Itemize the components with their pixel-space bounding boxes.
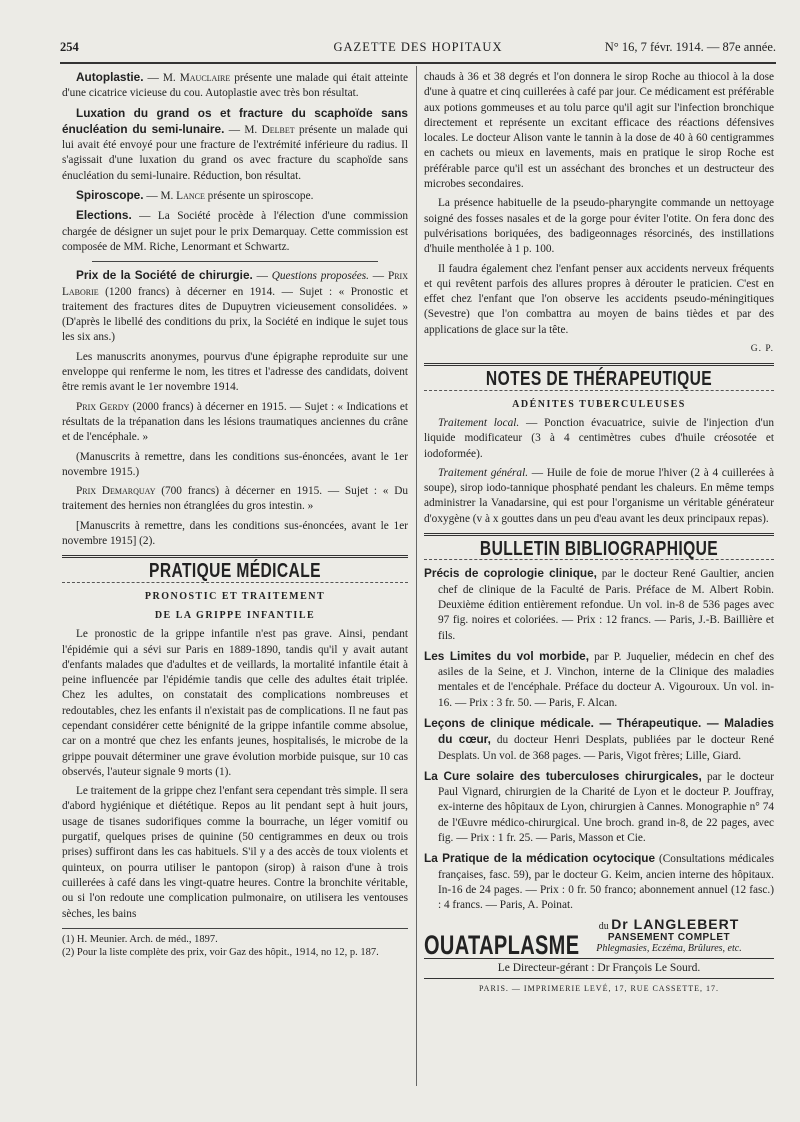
ad-line1: PANSEMENT COMPLET <box>607 931 731 943</box>
footnote: (2) Pour la liste complète des prix, voir Gaz des hôpit., 1914, no 12, p. 187. <box>62 946 379 958</box>
paragraph-text: présente un spiroscope. <box>204 190 314 203</box>
double-rule <box>424 533 774 536</box>
right-column <box>424 70 774 996</box>
prix-heading: Prix de la Société de chirurgie. — Questions proposées. — Prix Laborie (1200 francs) à décerner en 1914. — Sujet : « Pronostic et traitement des fractures dites de Dupuytren vicieusement consolidées. » (D'après le libellé des conditions du prix, la Société en indique le sujet tous les six ans.) <box>62 268 408 344</box>
paragraph-text: — Ponction évacuatrice, suivie de l'injection d'un liquide modificateur (3 à 4 centimètres cubes d'huile créosotée et iodoformée). <box>424 416 774 460</box>
section-subtitle: Questions proposées. <box>271 270 369 283</box>
ad-maker: Dr LANGLEBERT <box>611 915 740 932</box>
ad-brand: OUATAPLASME <box>424 930 580 961</box>
bib-entry <box>424 769 774 846</box>
bib-entry <box>424 649 774 711</box>
paragraph-text: (2000 francs) à décerner en 1915. — Sujet : « Indications et résultats de la trépanation dans les lésions traumatiques anciennes du crâne et de l'encéphale. » <box>62 400 408 444</box>
double-rule <box>424 363 774 366</box>
nerveux-paragraph: Il faudra également chez l'enfant penser aux accidents nerveux fréquents et qui revêtent parfois des allures propres à dérouter le praticien. C'est en effet chez l'enfant que l'on observe les accidents pseudo-méningitiques (Sevestre) que l'on combattra au moyen de bains tièdes et par des applications de glace sur la tête. <box>424 262 774 336</box>
paragraph-text: présente un malade qui lui avait été envoyé pour une fracture de l'extrémité inférieure du radius. Il s'agissait d'une luxation du grand os avec fracture du scaphoïde sans énucléation du semi-lunaire. Réduction, bon résultat. <box>62 123 408 182</box>
author-name: Delbet <box>261 123 295 136</box>
prize-name: Prix Gerdy <box>76 400 130 413</box>
footnote-rule <box>62 928 408 929</box>
page-number: 254 <box>60 40 79 54</box>
elections-paragraph <box>62 208 408 255</box>
treatment-label: Traitement général. <box>438 466 529 479</box>
journal-title: GAZETTE DES HOPITAUX <box>333 40 503 54</box>
prize-name: Prix Laborie <box>62 270 408 298</box>
local-treatment <box>424 416 774 462</box>
bib-text: du docteur Henri Desplats, publiées par le docteur René Desplats. Un vol. de 368 pages. — Paris, Vigot frères; Lille, Giard. <box>438 734 775 762</box>
grippe-paragraph: Le traitement de la grippe chez l'enfant sera cependant très simple. Il sera d'abord hygiénique et diététique. Repos au lit pendant sept à huit jours, usage de tisanes sudorifiques comme la bourrache, un léger vomitif ou purgatif, quelques prises de quinine (50 centigrammes en deux ou trois prises) suffiront dans les cas habituels. S'il y a des accès de toux violents et quinteux, on pourra utiliser le pantopon (sirop) à raison d'une à trois cuillerées à café dans les vingt-quatre heures. Contre la bronchite véritable, ou si l'on redoute une complication pulmonaire, on utilisera les ventouses sèches, les bains <box>62 785 408 920</box>
bib-text: par le docteur Paul Vignard, chirurgien de la Charité de Lyon et le docteur P. Jouffray, ex-interne des hôpitaux de Lyon, chirurgien à Cannes. Monographie n° 74 de l'Œuvre médico-chirurgical. Une broch. grand in-8, de 22 pages, avec fig. — Prix : 1 fr. 25. — Paris, Masson et Cie. <box>438 770 774 845</box>
section-heading: Autoplastie. <box>76 70 144 84</box>
adenites-title: ADÉNITES TUBERCULEUSES <box>512 398 686 410</box>
pratique-title: PRATIQUE MÉDICALE <box>149 560 321 583</box>
author-name: Mauclaire <box>179 72 231 84</box>
manuscrits-paragraph: Les manuscrits anonymes, pourvus d'une épigraphe reproduite sur une enveloppe qui renferme le nom, les titres et l'adresse des candidats, doivent être remis avant le 1er novembre 1914. <box>62 350 408 394</box>
section-rule <box>92 261 378 262</box>
bib-text: par le docteur René Gaultier, ancien chef de clinique de la Faculté de Paris. Préface de M. Albert Robin. Deuxième édition entièrement refondue. Un vol. in-8 de 536 pages avec 97 fig. noires et coloriées. — Prix : 12 francs. — Paris, J.-B. Baillière et fils. <box>438 568 774 642</box>
signature: G. P. <box>750 344 774 355</box>
manuscrits-paragraph: [Manuscrits à remettre, dans les conditions sus-énoncées, avant le 1er novembre 1915] (2). <box>62 519 408 548</box>
ad-du: du <box>598 920 609 932</box>
footnote: (1) H. Meunier. Arch. de méd., 1897. <box>62 933 218 945</box>
bib-title: Leçons de clinique médicale. — Thérapeutique. — Maladies du cœur, <box>424 715 774 747</box>
bib-text: par P. Juquelier, médecin en chef des asiles de la Seine, et J. Vinchon, interne de la Clinique des maladies mentales et de l'encéphale. Préface du docteur A. Vigouroux. Un vol. in-16. — Prix : 3 fr. 50. — Paris, F. Alcan. <box>438 650 774 709</box>
paragraph-text: (1200 francs) à décerner en 1914. — Sujet : « Pronostic et traitement des fractures dites de Dupuytren vicieusement consolidées. » (D'après le libellé des conditions du prix, la Société en indique le sujet tous les six ans.) <box>62 285 408 344</box>
issue-date: N° 16, 7 févr. 1914. — 87e année. <box>604 40 776 54</box>
general-treatment <box>424 466 774 527</box>
prize-name: Prix Demarquay <box>76 485 156 498</box>
bib-title: La Cure solaire des tuberculoses chirurgicales, <box>424 768 702 783</box>
paragraph-text: présente une malade qui était atteinte d'une cicatrice vicieuse du cou. Autoplastie avec très bon résultat. <box>62 72 409 100</box>
bib-entry <box>424 566 774 643</box>
imprimerie: PARIS. — IMPRIMERIE LEVÉ, 17, RUE CASSETTE, 17. <box>478 983 720 993</box>
paragraph-text: — La Société procède à l'élection d'une commission chargée de désigner un sujet pour le prix Demarquay. Cette commission est composée de MM. Riche, Lenormant et Schwartz. <box>62 210 408 253</box>
bib-entry <box>424 716 774 764</box>
bib-text: (Consultations médicales françaises, fasc. 59), par le docteur G. Keim, ancien interne des hôpitaux. In-16 de 24 pages. — Prix : 0 fr. 50 franco; abonnement annuel (12 fasc.) : 4 francs. — Paris, A. Poinat. <box>438 853 774 912</box>
section-heading: Prix de la Société de chirurgie. <box>76 268 253 283</box>
paragraph-text: (700 francs) à décerner en 1915. — Sujet : « Du traitement des hernies non étranglées du gros intestin. » <box>62 485 408 513</box>
article-title-line-2: DE LA GRIPPE INFANTILE <box>154 609 316 621</box>
ad-details <box>564 915 774 954</box>
continued-paragraph: chauds à 36 et 38 degrés et l'on donnera le sirop Roche au thiocol à la dose d'une à quatre et cinq cuillerées à café par jour. Ce médicament est préférable aux potions gommeuses et au tolu parce qu'il agit sur l'infection bronchique directement et représente un excitant efficace des réactions défensives locales. Le docteur Alison vante le tannin à la dose de 40 à 60 centigrammes en cachets ou mieux en lavements, mais en pratique le sirop Roche est préférable parce qu'il est un asséchant des bronches et un destructeur des microbes secondaires. <box>424 71 774 191</box>
spiroscope-paragraph: Spiroscope. — M. Lance présente un spiroscope. <box>76 188 314 203</box>
gerdy-paragraph <box>62 400 408 446</box>
author-name: Lance <box>176 190 205 203</box>
luxation-paragraph: Luxation du grand os et fracture du scaphoïde sans énucléation du semi-lunaire. — M. Delbet présente un malade qui lui avait été envoyé pour une fracture de l'extrémité inférieure du radius. Il s'agissait d'une luxation du grand os avec fracture du scaphoïde sans énucléation du semi-lunaire. Réduction, bon résultat. <box>62 105 408 182</box>
section-heading: Spiroscope. <box>76 188 144 203</box>
double-rule <box>62 555 408 558</box>
pharyngite-paragraph: La présence habituelle de la pseudo-pharyngite commande un nettoyage soigné des fosses nasales et de la gorge pour éviter l'otite. On fera donc des pulvérisations boriquées, des badigeonnages résorcinés, des instillations d'huile mentholée à 1 p. 100. <box>424 197 774 256</box>
grippe-paragraph: Le pronostic de la grippe infantile n'est pas grave. Ainsi, pendant l'épidémie qui a sévi sur Paris en 1889-1890, tandis qu'il y avait autant d'enfants malades que d'adultes et de veillards, la mortalité infantile était à peine influencée par l'épidémie tandis que celle des adultes était triplée. Chez les adultes, on constatait des complications nombreuses et redoutables, chez les enfants il n'existait pas de complications. Il ne faut pas cependant considérer cette bénignité de la grippe infantile comme absolue, car on a montré que chez les enfants jeunes, hospitalisés, le microbe de la grippe pouvait déterminer une grave évolution morbide puisque, sur 10 cas observés, l'auteur signale 9 morts (1). <box>62 628 408 778</box>
header-rule <box>60 62 776 64</box>
section-heading: Elections. <box>76 208 132 223</box>
left-column <box>62 70 408 959</box>
page-header <box>60 40 776 58</box>
autoplastie-paragraph: Autoplastie. — M. Mauclaire présente une malade qui était atteinte d'une cicatrice vicieuse du cou. Autoplastie avec très bon résultat. <box>62 70 409 100</box>
treatment-label: Traitement local. <box>438 416 520 429</box>
bib-title: La Pratique de la médication ocytocique <box>424 851 656 866</box>
advertisement <box>424 915 774 961</box>
bib-title: Les Limites du vol morbide, <box>424 648 589 663</box>
demarquay-paragraph <box>62 484 408 515</box>
section-heading: Luxation du grand os et fracture du scaphoïde sans énucléation du semi-lunaire. <box>62 105 408 136</box>
notes-title: NOTES DE THÉRAPEUTIQUE <box>485 368 713 391</box>
bib-title: Précis de coprologie clinique, <box>424 566 597 581</box>
bulletin-title: BULLETIN BIBLIOGRAPHIQUE <box>479 538 719 561</box>
ad-line2: Phlegmasies, Eczéma, Brûlures, etc. <box>596 942 742 954</box>
directeur-gerant: Le Directeur-gérant : Dr François Le Sourd. <box>424 958 774 979</box>
manuscrits-paragraph: (Manuscrits à remettre, dans les conditions sus-énoncées, avant le 1er novembre 1915.) <box>62 450 408 478</box>
paragraph-text: — Huile de foie de morue l'hiver (2 à 4 cuillerées à soupe), sirop iodo-tannique phosphaté pendant les chaleurs. En même temps administrer la Vanadarsine, qui est pour l'organisme un véritable générateur d'oxygène (v à x gouttes dans un peu d'eau avant les deux principaux repas). <box>424 466 774 525</box>
article-title-line-1: PRONOSTIC ET TRAITEMENT <box>144 590 326 602</box>
column-divider <box>416 66 417 1086</box>
bib-entry <box>424 851 774 913</box>
